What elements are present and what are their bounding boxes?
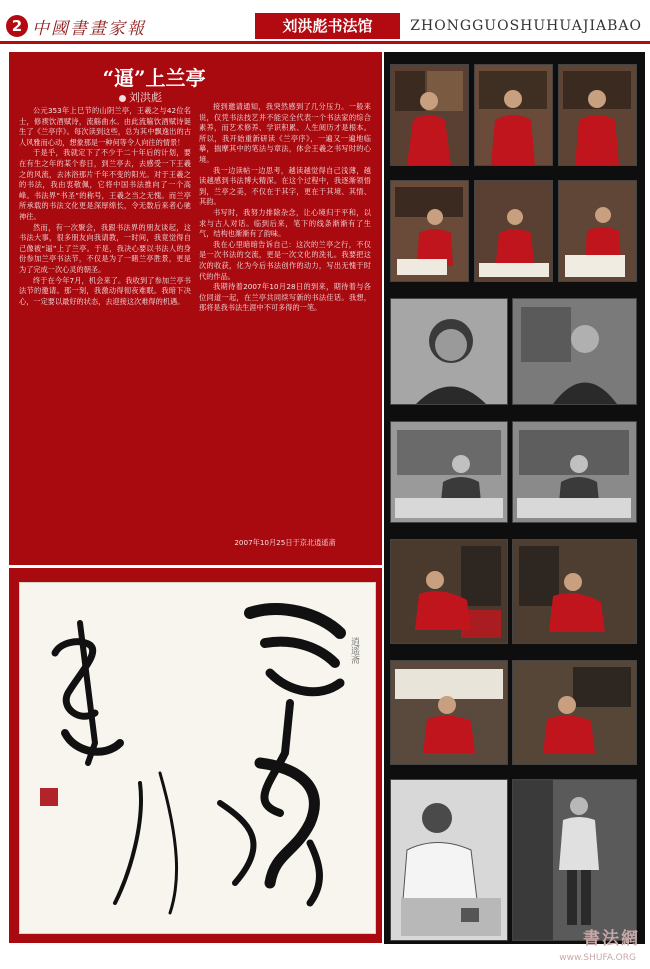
photo xyxy=(512,779,637,941)
photo-seated-scene xyxy=(513,540,636,643)
photo-writing-scene xyxy=(391,181,468,281)
photo-painting-bw xyxy=(391,780,507,940)
photo xyxy=(390,539,508,644)
paragraph: 我一边读帖一边思考，越读越觉得自己浅薄，越读越感到书法博大精深。在这个过程中，我逐渐领悟到，兰亭之美，不仅在于其字，更在于其境、其情、其韵。 xyxy=(199,165,371,207)
site-watermark: 書法網 xyxy=(583,929,640,949)
paragraph: 然而，有一次聚会，我跟书法界的朋友谈起，这书法大事，很多朋友向我请教，一时间，我竟觉得自己像被“逼”上了兰亭。于是，我决心要以书法人的身份参加兰亭书法节，不仅是为了一睹兰亭胜景，更是为了完成一次心灵的朝圣。 xyxy=(19,222,191,274)
photo xyxy=(512,539,637,644)
header-rule xyxy=(0,41,650,44)
article-column-2 xyxy=(199,102,371,547)
photo-garden-bw xyxy=(513,780,636,940)
calligraphy-title: 逍遥斋 xyxy=(349,637,359,664)
photo-writing-scene xyxy=(559,65,636,165)
paragraph: 于是乎，我就定下了不少于二十年后的计划，要在有生之年的某个春日，到兰亭去，去感受一下王羲之的风流，去沐浴那片千年不变的阳光。对于王羲之的书法，我由衷敬佩，它将中国书法推向了一个高峰。书法界“书圣”的称号，王羲之当之无愧。而兰亭所承载的书法文化更是深厚绵长，令无数后来者心驰神往。 xyxy=(19,148,191,221)
masthead-pinyin: ZHONGGUOSHUHUAJIABAO xyxy=(410,18,642,34)
article-panel xyxy=(9,52,382,565)
photo-seated-scene xyxy=(391,661,507,764)
calligraphy-artwork xyxy=(19,582,376,934)
article-dateline: 2007年10月25日于京北逍遥斋 xyxy=(234,538,336,547)
calligraphy-brushwork xyxy=(20,583,375,933)
article-byline xyxy=(119,89,162,105)
paragraph: 我期待着2007年10月28日的到来，期待着与各位同道一起，在兰亭共同续写新的书法佳话。我想，那将是我书法生涯中不可多得的一笔。 xyxy=(199,282,371,313)
site-watermark-url: www.SHUFA.ORG xyxy=(559,953,636,963)
calligraphy-panel xyxy=(9,568,382,943)
photo xyxy=(474,64,553,166)
photo xyxy=(390,298,508,405)
photo-writing-scene xyxy=(475,65,552,165)
photo xyxy=(512,298,637,405)
article-title: “逼”上兰亭 xyxy=(102,66,206,90)
photo xyxy=(512,421,637,523)
newspaper-masthead: 中國書畫家報 xyxy=(32,19,146,39)
paragraph: 接到邀请通知，我突然感到了几分压力。一般来说，仅凭书法技艺并不能完全代表一个书法家的综合素养，而艺术修养、学识积累、人生阅历才是根本。所以，我开始重新研读《兰亭序》，一遍又一遍地临摹，揣摩其中的笔法与章法，体会王羲之书写时的心境。 xyxy=(199,102,371,164)
paragraph: 终于在今年7月，机会来了。我收到了参加兰亭书法节的邀请。那一刻，我激动得彻夜难眠。我暗下决心，一定要以最好的状态，去迎接这次难得的机遇。 xyxy=(19,275,191,306)
photo xyxy=(390,180,469,282)
paragraph: 我在心里暗暗告诉自己：这次的兰亭之行，不仅是一次书法的交流，更是一次文化的洗礼。我要把这次的收获，化为今后书法创作的动力，写出无愧于时代的作品。 xyxy=(199,239,371,281)
photo xyxy=(390,660,508,765)
photo-portrait-bw xyxy=(513,299,636,404)
photo xyxy=(390,64,469,166)
paragraph: 公元353年上巳节的山阴兰亭，王羲之与42位名士，修禊饮酒赋诗，流觞曲水。由此流觞饮酒赋诗诞生了《兰亭序》。每次读到这些，总为其中飘逸出的古人风雅而心动，想象那是一种何等令人向往的情景！ xyxy=(19,106,191,147)
photo-portrait-bw xyxy=(391,299,507,404)
seal-stamp-icon xyxy=(40,788,58,806)
photo-desk-bw xyxy=(513,422,636,522)
page-number: 2 xyxy=(6,15,28,37)
bullet-icon xyxy=(119,95,126,102)
page-header xyxy=(0,0,650,44)
photo-writing-scene xyxy=(475,181,552,281)
photo-writing-scene xyxy=(391,65,468,165)
section-title: 刘洪彪书法馆 xyxy=(255,13,400,39)
photo xyxy=(512,660,637,765)
photo xyxy=(390,421,508,523)
photo-gallery xyxy=(384,52,645,944)
photo xyxy=(558,180,637,282)
photo xyxy=(390,779,508,941)
photo xyxy=(558,64,637,166)
article-column-1 xyxy=(19,106,191,556)
photo-seated-scene xyxy=(513,661,636,764)
photo-desk-bw xyxy=(391,422,507,522)
photo-writing-scene xyxy=(559,181,636,281)
photo-seated-scene xyxy=(391,540,507,643)
photo xyxy=(474,180,553,282)
author-name: 刘洪彪 xyxy=(129,91,162,104)
paragraph: 书写时，我努力排除杂念，让心境归于平和，以求与古人对话。临到后来，笔下的线条渐渐有了生气，结构也渐渐有了韵味。 xyxy=(199,207,371,239)
